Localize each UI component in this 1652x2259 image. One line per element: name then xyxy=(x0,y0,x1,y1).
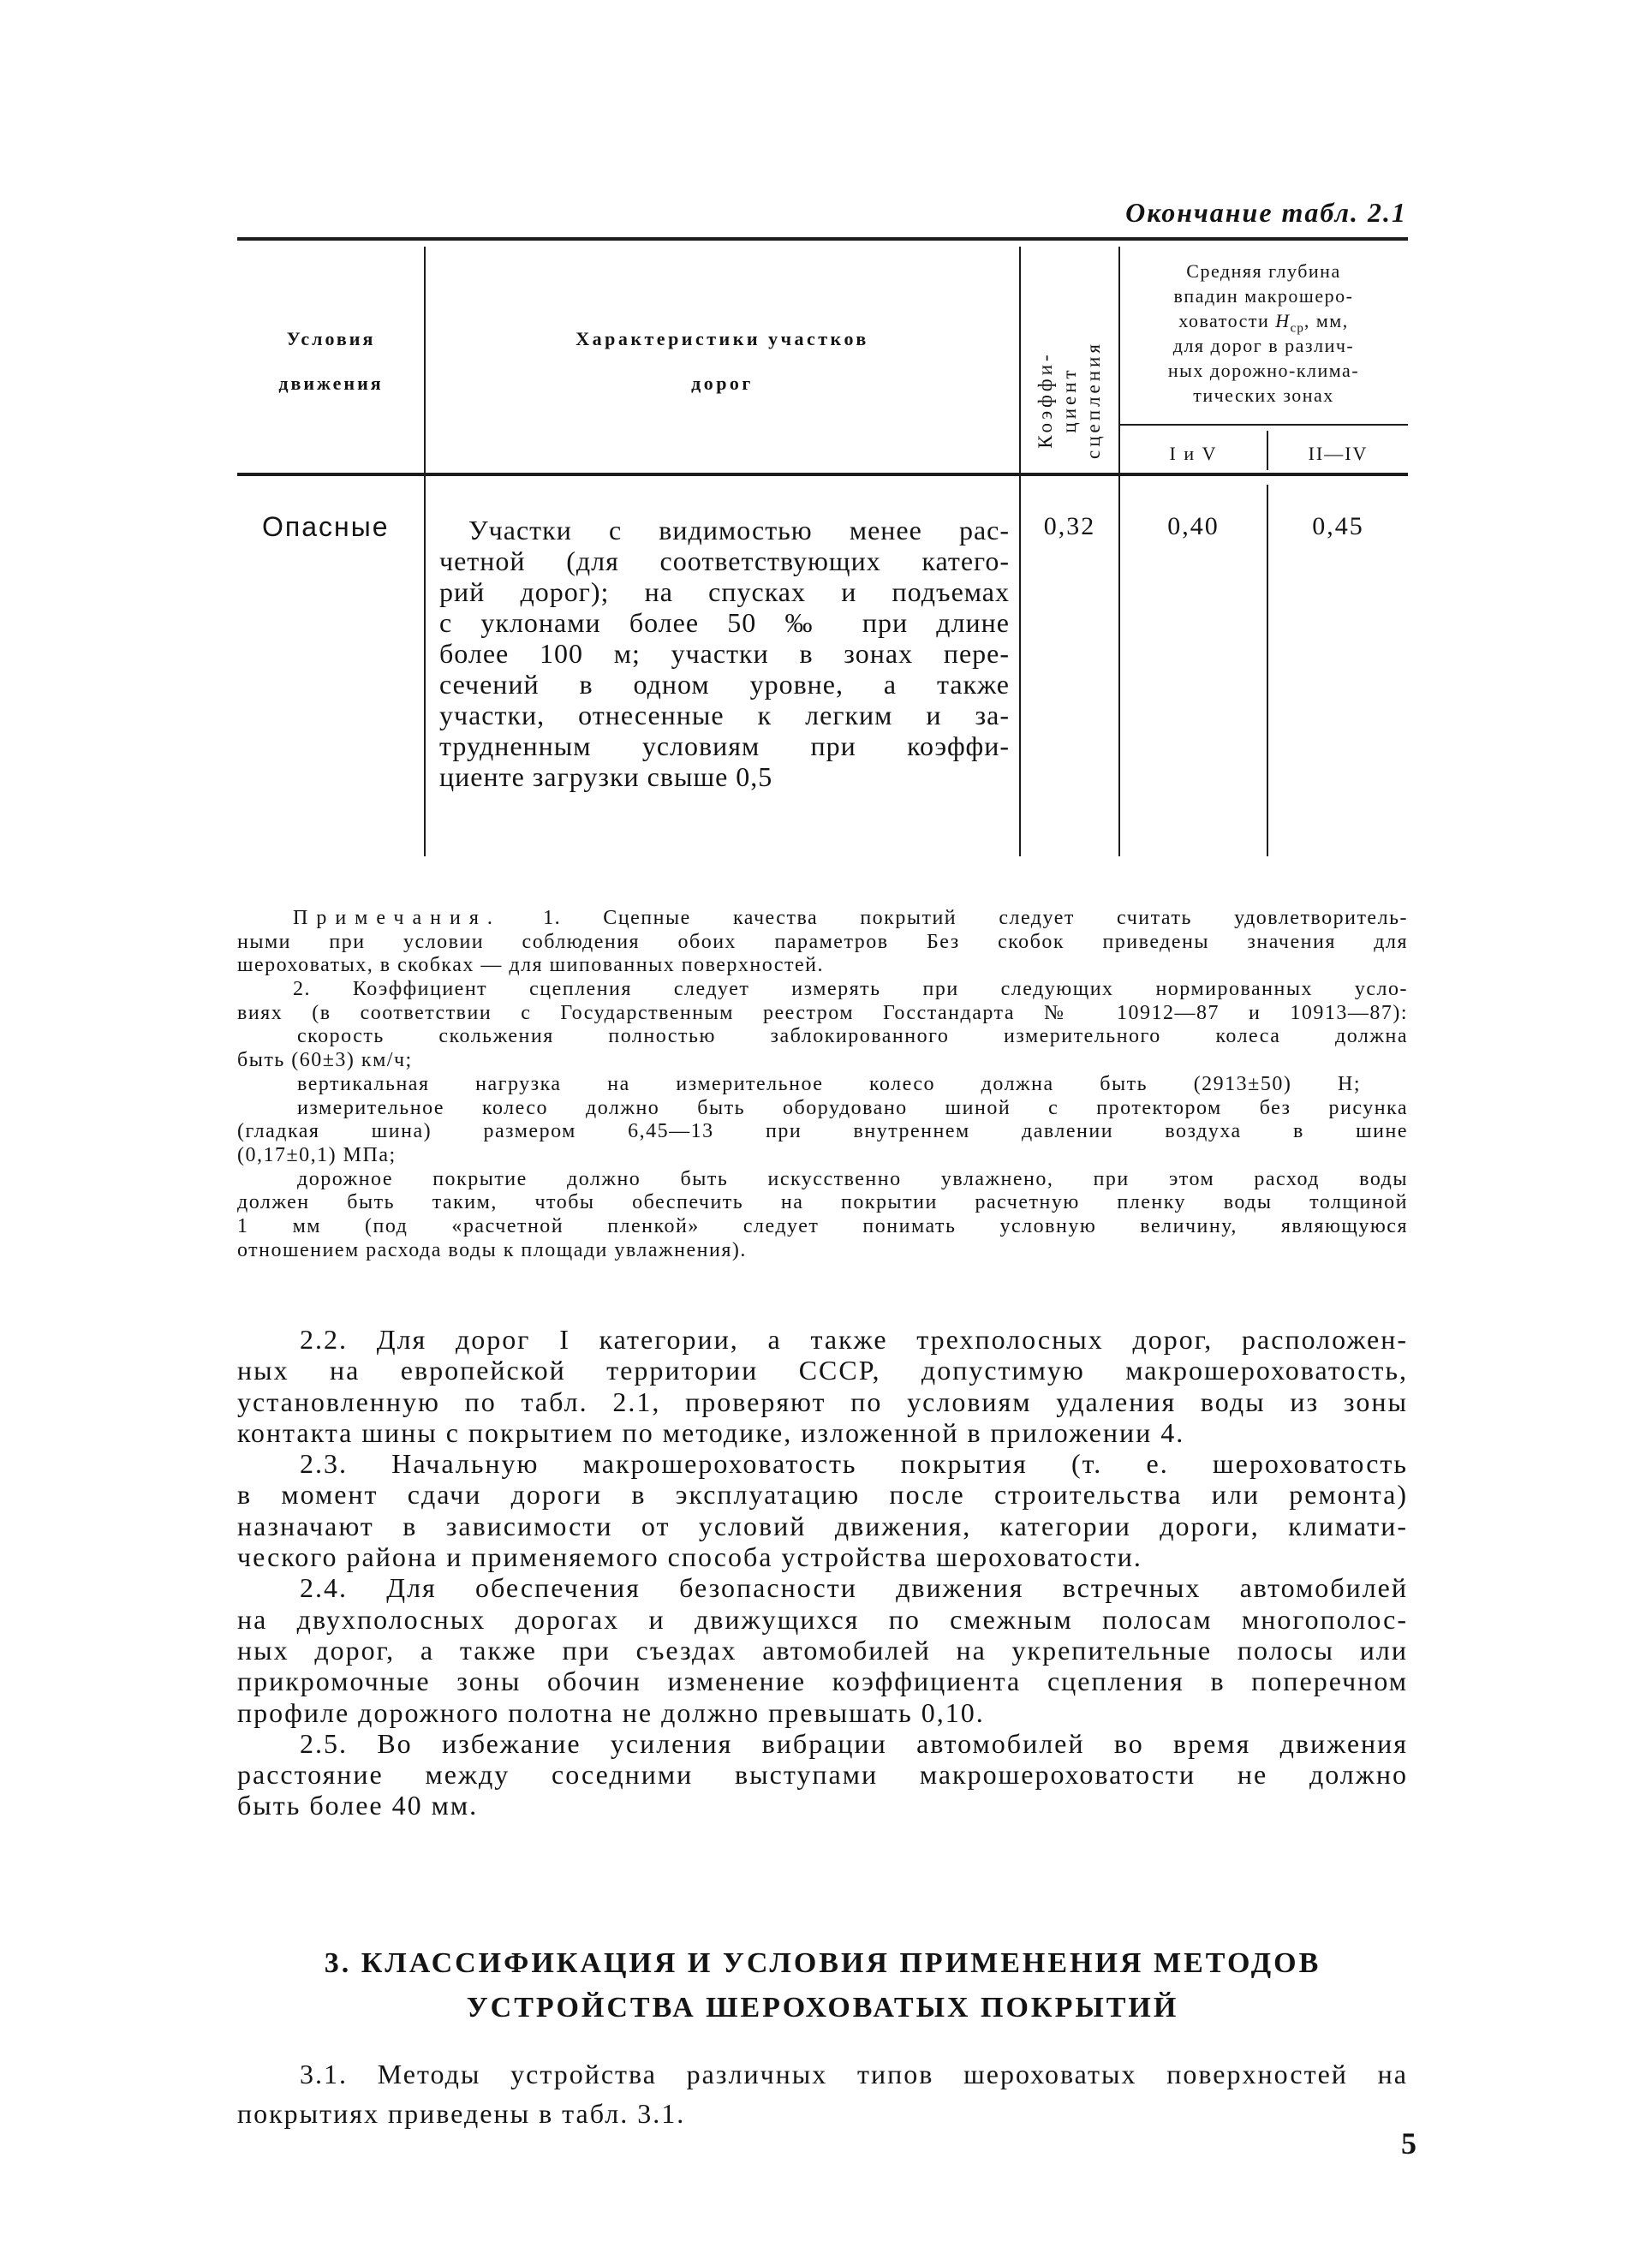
header-text: ховатости xyxy=(1178,310,1276,331)
table-rule-depth-subheader xyxy=(1119,424,1408,426)
body-paragraphs xyxy=(237,1324,1408,1821)
header-macrotexture-depth xyxy=(1119,259,1408,408)
note-line: (гладкая шина) размером 6,45—13 при внутреннем давлении воздуха в шине xyxy=(237,1120,1408,1143)
header-line: для дорог в различ- xyxy=(1172,335,1355,356)
paragraph-2-2-line: установленную по табл. 2.1, проверяют по условиям удаления воды из зоны xyxy=(237,1386,1408,1417)
paragraph-2-5-line: быть более 40 мм. xyxy=(237,1790,479,1821)
paragraph-2-2-line: ных на европейской территории СССР, допустимую макрошероховатость, xyxy=(237,1355,1408,1386)
header-line xyxy=(1119,308,1408,336)
cell-depth-zone-ii-iv: 0,45 xyxy=(1312,512,1364,540)
paragraph-2-4-line: прикромочные зоны обочин изменение коэффициента сцепления в поперечном xyxy=(237,1666,1408,1697)
cell-characteristics xyxy=(439,515,1010,792)
header-line: впадин макрошеро- xyxy=(1173,285,1354,307)
paragraph-2-4-line: на двухполосных дорогах и движущихся по смежным полосам многополос- xyxy=(237,1603,1408,1635)
note-line: измерительное колесо должно быть оборудовано шиной с протектором без рисунка xyxy=(297,1096,1408,1119)
cell-text-line: четной (для соответствующих катего- xyxy=(439,545,1010,576)
note-line: виях (в соответствии с Государственным реестром Госстандарта № 10912—87 и 10913—87): xyxy=(237,1001,1408,1024)
cell-text-line: Участки с видимостью менее рас- xyxy=(468,515,1010,545)
note-line: ными при условии соблюдения обоих параметров Без скобок приведены значения для xyxy=(237,930,1408,953)
heading-line: 3. КЛАССИФИКАЦИЯ И УСЛОВИЯ ПРИМЕНЕНИЯ МЕТОДОВ xyxy=(324,1947,1321,1979)
cell-text-line: рий дорог); на спусках и подъемах xyxy=(439,576,1010,607)
paragraph-2-5-line: расстояние между соседними выступами макрошероховатости не должно xyxy=(237,1759,1408,1791)
note-text: 1. Сцепные качества покрытий следует считать удовлетворитель- xyxy=(543,907,1408,929)
cell-depth-zone-i-v: 0,40 xyxy=(1167,512,1220,540)
cell-text-line: циенте загрузки свыше 0,5 xyxy=(439,761,773,792)
paragraph-2-2-line: контакта шины с покрытием по методике, изложенной в приложении 4. xyxy=(237,1416,1185,1448)
cell-coefficient: 0,32 xyxy=(1043,512,1096,540)
note-line: быть (60±3) км/ч; xyxy=(237,1049,413,1072)
header-line: сцепления xyxy=(1082,341,1104,459)
header-line: Коэффи- xyxy=(1035,351,1056,449)
depth-symbol-subscript: ср xyxy=(1290,321,1304,336)
cell-text-line: трудненным условиям при коэффи- xyxy=(439,730,1010,761)
header-traffic-conditions xyxy=(237,317,425,406)
note-line xyxy=(293,907,1408,931)
paragraph-2-3-line: ческого района и применяемого способа устройства шероховатости. xyxy=(237,1541,1142,1573)
depth-symbol: H xyxy=(1275,310,1291,331)
header-line: Средняя глубина xyxy=(1186,260,1341,282)
header-zone-i-v: I и V xyxy=(1169,443,1218,464)
paragraph-2-4-line: профиле дорожного полотна не должно превышать 0,10. xyxy=(237,1696,985,1728)
paragraph-3-1-line: 3.1. Методы устройства различных типов шероховатых поверхностей на xyxy=(300,2059,1408,2089)
note-line: отношением расхода воды к площади увлажнения). xyxy=(237,1238,747,1261)
paragraph-2-2-line: 2.2. Для дорог I категории, а также трехполосных дорог, расположен- xyxy=(300,1324,1408,1355)
notes-label: Примечания. xyxy=(293,907,501,929)
section-3-heading xyxy=(237,1941,1408,2030)
header-line: тических зонах xyxy=(1193,384,1334,406)
header-friction-coefficient xyxy=(1034,331,1106,468)
paragraph-3-1 xyxy=(237,2054,1408,2133)
note-line: должен быть таким, чтобы обеспечить на покрытии расчетную пленку воды толщиной xyxy=(237,1191,1408,1214)
paragraph-2-3-line: назначают в зависимости от условий движения, категории дороги, климати- xyxy=(237,1510,1408,1541)
table-rule-header-bottom xyxy=(237,473,1408,476)
cell-text-line: сечений в одном уровне, а также xyxy=(439,669,1010,700)
cell-conditions: Опасные xyxy=(262,511,390,542)
paragraph-2-4-line: ных дорог, а также при съездах автомобилей на укрепительные полосы или xyxy=(237,1634,1408,1666)
table-2-1 xyxy=(0,0,1652,865)
note-line: вертикальная нагрузка на измерительное колесо должна быть (2913±50) Н; xyxy=(297,1072,1361,1095)
paragraph-2-5-line: 2.5. Во избежание усиления вибрации автомобилей во время движения xyxy=(300,1727,1408,1759)
header-line: движения xyxy=(278,373,384,394)
note-line: 1 мм (под «расчетной пленкой» следует понимать условную величину, являющуюся xyxy=(237,1214,1408,1237)
paragraph-2-3-line: в момент сдачи дороги в эксплуатацию после строительства или ремонта) xyxy=(237,1479,1408,1511)
header-line: Условия xyxy=(286,328,376,349)
note-line: дорожное покрытие должно быть искусственно увлажнено, при этом расход воды xyxy=(297,1167,1408,1190)
header-line: циент xyxy=(1059,367,1080,433)
page-number: 5 xyxy=(1401,2126,1416,2161)
paragraph-2-4-line: 2.4. Для обеспечения безопасности движения встречных автомобилей xyxy=(300,1572,1408,1604)
paragraph-2-3-line: 2.3. Начальную макрошероховатость покрытия (т. е. шероховатость xyxy=(300,1448,1408,1480)
header-text: , мм, xyxy=(1303,310,1349,331)
note-line: (0,17±0,1) МПа; xyxy=(237,1143,397,1166)
header-line: ных дорожно-клима- xyxy=(1167,360,1360,381)
header-line: Характеристики участков xyxy=(576,328,869,349)
cell-text-line: участки, отнесенные к легким и за- xyxy=(439,700,1010,730)
cell-text-line: с уклонами более 50 ‰ при длине xyxy=(439,607,1010,638)
cell-text-line: более 100 м; участки в зонах пере- xyxy=(439,638,1010,669)
header-road-section-characteristics xyxy=(425,317,1020,406)
table-notes xyxy=(237,907,1408,1262)
note-line: 2. Коэффициент сцепления следует измерять при следующих нормированных усло- xyxy=(293,978,1408,1001)
note-line: скорость скольжения полностью заблокированного измерительного колеса должна xyxy=(297,1025,1408,1048)
heading-line: УСТРОЙСТВА ШЕРОХОВАТЫХ ПОКРЫТИЙ xyxy=(466,1992,1179,2024)
paragraph-3-1-line: покрытиях приведены в табл. 3.1. xyxy=(237,2098,686,2129)
table-rule-top xyxy=(237,237,1408,241)
header-zone-ii-iv: II—IV xyxy=(1308,443,1369,464)
note-line: шероховатых, в скобках — для шипованных поверхностей. xyxy=(237,954,825,977)
header-line: дорог xyxy=(691,373,754,394)
table-continuation-caption: Окончание табл. 2.1 xyxy=(1125,197,1407,228)
